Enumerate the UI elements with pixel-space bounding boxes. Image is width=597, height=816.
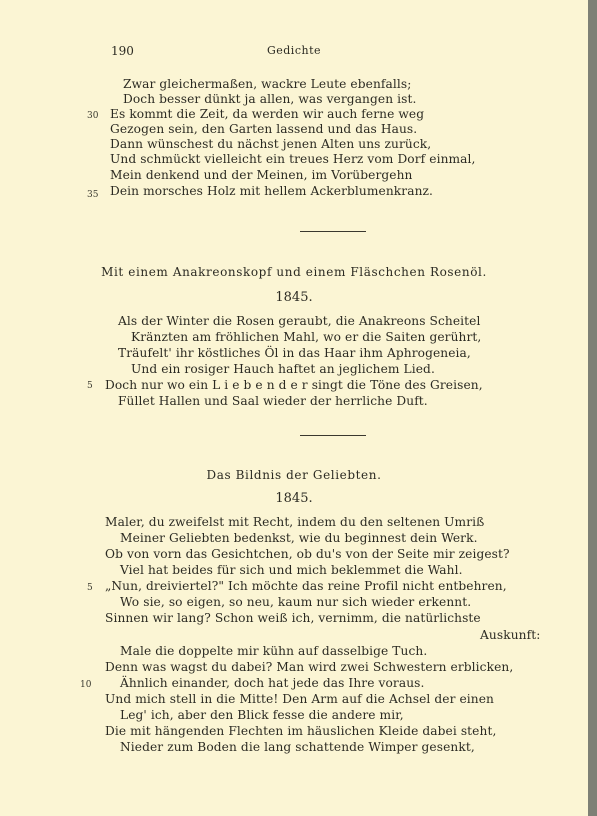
verse-line: Und schmückt vielleicht ein treues Herz vom Dorf einmal, [110, 152, 476, 166]
verse-line: Dann wünschest du nächst jenen Alten uns zurück, [110, 137, 432, 151]
verse-line: Kränzten am fröhlichen Mahl, wo er die Saiten gerührt, [131, 330, 482, 344]
verse-line: Maler, du zweifelst mit Recht, indem du den seltenen Umriß [105, 515, 485, 529]
verse-line: Und mich stell in die Mitte! Den Arm auf die Achsel der einen [105, 692, 494, 706]
verse-line: Leg' ich, aber den Blick fesse die andere mir, [120, 708, 404, 722]
line-number: 5 [87, 381, 93, 391]
verse-line: Denn was wagst du dabei? Man wird zwei Schwestern erblicken, [105, 660, 514, 674]
running-title: Gedichte [266, 44, 322, 57]
line-number: 5 [87, 583, 93, 593]
divider [300, 435, 366, 436]
verse-line: Dein morsches Holz mit hellem Ackerblumenkranz. [110, 184, 434, 198]
verse-line: Ob von vorn das Gesichtchen, ob du's von der Seite mir zeigest? [105, 547, 510, 561]
verse-line: Viel hat beides für sich und mich beklemmet die Wahl. [120, 563, 463, 577]
poem-year: 1845. [275, 290, 313, 305]
verse-line: Meiner Geliebten bedenkst, wie du beginnest dein Werk. [120, 531, 478, 545]
divider [300, 231, 366, 232]
verse-line: Ähnlich einander, doch hat jede das Ihre voraus. [120, 676, 425, 690]
poem-year: 1845. [275, 491, 313, 506]
line-number: 30 [87, 111, 99, 121]
verse-line: Mein denkend und der Meinen, im Vorübergehn [110, 168, 413, 182]
verse-line: Träufelt' ihr köstliches Öl in das Haar ihm Aphrogeneia, [118, 346, 471, 360]
verse-line: Auskunft: [480, 628, 541, 642]
page-edge [588, 0, 597, 816]
verse-line: Und ein rosiger Hauch haftet an jeglichem Lied. [131, 362, 435, 376]
page-number: 190 [111, 44, 134, 58]
verse-line: Gezogen sein, den Garten lassend und das Haus. [110, 122, 418, 136]
poem-title: Das Bildnis der Geliebten. [206, 468, 382, 482]
verse-line: Doch besser dünkt ja allen, was vergangen ist. [123, 92, 417, 106]
verse-line: Als der Winter die Rosen geraubt, die Anakreons Scheitel [118, 314, 481, 328]
verse-line: Male die doppelte mir kühn auf dasselbige Tuch. [120, 644, 428, 658]
verse-line: Wo sie, so eigen, so neu, kaum nur sich wieder erkennt. [120, 595, 472, 609]
verse-line: Es kommt die Zeit, da werden wir auch ferne weg [110, 107, 425, 121]
verse-line: Nieder zum Boden die lang schattende Wimper gesenkt, [120, 740, 475, 754]
verse-line: Doch nur wo ein L i e b e n d e r singt die Töne des Greisen, [105, 378, 483, 392]
verse-line: Zwar gleichermaßen, wackre Leute ebenfalls; [123, 77, 412, 91]
verse-line: „Nun, dreiviertel?" Ich möchte das reine Profil nicht entbehren, [105, 579, 507, 593]
poem-title: Mit einem Anakreonskopf und einem Fläschchen Rosenöl. [101, 265, 487, 279]
verse-line: Sinnen wir lang? Schon weiß ich, vernimm, die natürlichste [105, 611, 481, 625]
line-number: 35 [87, 190, 99, 200]
verse-line: Füllet Hallen und Saal wieder der herrliche Duft. [118, 394, 428, 408]
line-number: 10 [80, 680, 92, 690]
verse-line: Die mit hängenden Flechten im häuslichen Kleide dabei steht, [105, 724, 497, 738]
